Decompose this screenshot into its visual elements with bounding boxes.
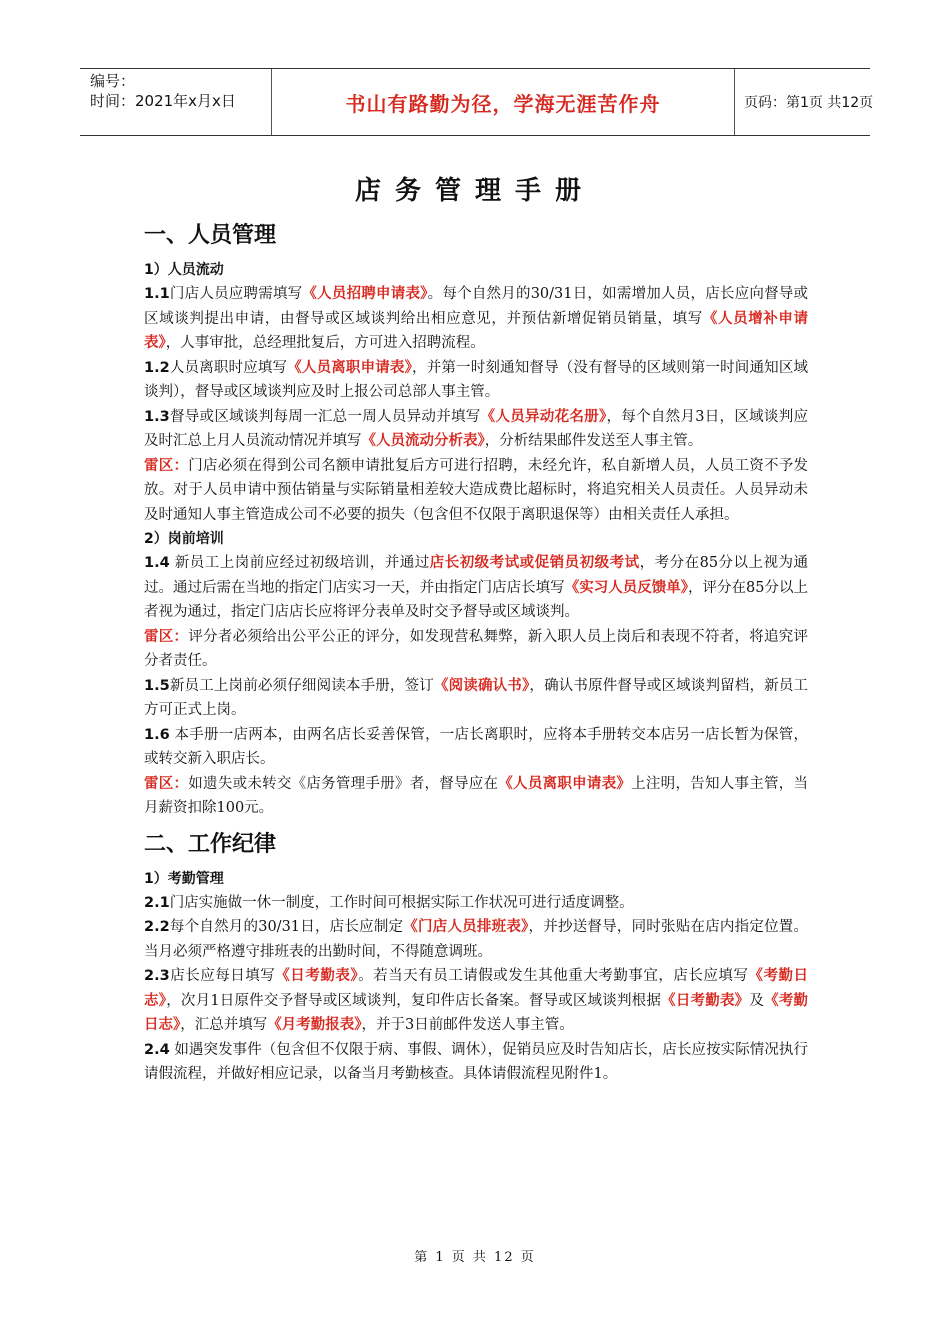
clause-number: 2.1 [144, 894, 170, 911]
body-text: ，评分在85分以上者视为通过，指定门店店长应将评分表单及时交予督导或区域谈判。 [144, 579, 809, 620]
highlight-text: 店长初级考试或促销员初级考试 [429, 555, 640, 571]
body-text: 。若当天有员工请假或发生其他重大考勤事宜，店长应填写 [358, 968, 749, 984]
body-text: ，并于3日前邮件发送人事主管。 [361, 1017, 574, 1033]
highlight-text: 《人员异动花名册》 [480, 408, 607, 425]
header-date: 时间：2021年x月x日 [90, 92, 236, 110]
page-header [80, 68, 874, 136]
highlight-text: 《日考勤表》 [275, 968, 359, 984]
header-meta [80, 69, 272, 135]
paragraph [144, 723, 808, 772]
body-text: ，并第一时刻通知督导（没有督导的区域则第一时间通知区域谈判），督导或区域谈判应及时上报公司总部人事主管。 [144, 359, 808, 400]
subsection-heading: 1）考勤管理 [144, 870, 224, 887]
highlight-text: 雷区： [144, 775, 189, 792]
body-text: 及 [749, 992, 765, 1009]
clause-number: 1.4 [144, 555, 170, 571]
paragraph [144, 891, 808, 916]
body-text: ，分析结果邮件发送至人事主管。 [484, 433, 703, 449]
highlight-text: 《人员招聘申请表》 [302, 286, 428, 302]
header-motto: 书山有路勤为径，学海无涯苦作舟 [272, 69, 735, 135]
paragraph [144, 674, 808, 723]
document-body [144, 218, 808, 1087]
body-text: 。每个自然月的30/31日，如需增加人员，店长应向督导或区域谈判提出申请，由督导或区域谈判给出相应意见，并预估新增促销员销量，填写 [144, 286, 809, 327]
body-text: ，并抄送督导，同时张贴在店内指定位置。当月必须严格遵守排班表的出勤时间，不得随意调班。 [144, 919, 809, 960]
clause-number: 1.3 [144, 408, 170, 425]
body-text: 门店必须在得到公司名额申请批复后方可进行招聘，未经允许，私自新增人员，人员工资不予发放。对于人员申请中预估销量与实际销量相差较大造成费比超标时，将追究相关人员责任。人员异动未及时通知人事主管造成公司不必要的损失（包含但不仅限于离职退保等）由相关责任人承担。 [144, 457, 809, 523]
highlight-text: 《人员流动分析表》 [361, 433, 485, 449]
body-text: ，确认书原件督导或区域谈判留档，新员工方可正式上岗。 [144, 677, 808, 718]
body-text: 如遗失或未转交《店务管理手册》者，督导应在 [188, 775, 499, 792]
page-footer: 第 1 页 共 12 页 [414, 1250, 536, 1265]
paragraph [144, 282, 808, 356]
body-text: 人员离职时应填写 [169, 359, 288, 376]
clause-number: 1.5 [144, 677, 170, 694]
paragraph [144, 356, 808, 405]
clause-number: 1.2 [144, 359, 170, 376]
highlight-text: 《考勤日志》 [144, 968, 809, 1009]
header-page-info: 页码：第1页 共12页 [744, 95, 874, 111]
body-text: 新员工上岗前应经过初级培训，并通过 [169, 555, 430, 571]
paragraph [144, 772, 808, 821]
highlight-text: 雷区： [144, 628, 189, 645]
paragraph [144, 1038, 808, 1087]
clause-number: 2.4 [144, 1041, 170, 1058]
body-text: 如遇突发事件（包含但不仅限于病、事假、调休），促销员应及时告知店长，店长应按实际情况执行请假流程，并做好相应记录，以备当月考勤核查。具体请假流程见附件1。 [144, 1041, 808, 1082]
subsection-heading: 2）岗前培训 [144, 531, 224, 547]
body-text: ，人事审批，总经理批复后，方可进入招聘流程。 [165, 335, 485, 351]
paragraph [144, 625, 808, 674]
clause-number: 1.1 [144, 286, 170, 302]
paragraph [144, 405, 808, 454]
body-text: 新员工上岗前必须仔细阅读本手册，签订 [169, 677, 434, 694]
paragraph [144, 454, 808, 528]
highlight-text: 《实习人员反馈单》 [564, 579, 689, 596]
body-text: 每个自然月的30/31日，店长应制定 [169, 919, 404, 935]
document-title: 店务管理手册 [354, 176, 595, 206]
body-text: 门店人员应聘需填写 [169, 286, 303, 302]
clause-number: 2.2 [144, 919, 170, 935]
highlight-text: 《人员增补申请表》 [144, 310, 809, 351]
body-text: 上注明，告知人事主管，当月薪资扣除100元。 [144, 775, 809, 816]
subsection-heading: 1）人员流动 [144, 262, 224, 278]
paragraph [144, 964, 808, 1038]
section-heading: 一、人员管理 [144, 223, 277, 248]
body-text: 本手册一店两本，由两名店长妥善保管，一店长离职时，应将本手册转交本店另一店长暂为保管，或转交新入职店长。 [144, 726, 808, 767]
body-text: ，考分在85分以上视为通过。通过后需在当地的指定门店实习一天，并由指定门店店长填写 [144, 555, 809, 596]
body-text: 督导或区域谈判每周一汇总一周人员异动并填写 [169, 408, 481, 425]
paragraph [144, 551, 808, 625]
header-number: 编号： [90, 72, 136, 90]
highlight-text: 《考勤日志》 [144, 992, 809, 1033]
body-text: 评分者必须给出公平公正的评分，如发现营私舞弊，新入职人员上岗后和表现不符者，将追究评分者责任。 [144, 628, 809, 669]
clause-number: 2.3 [144, 968, 170, 984]
body-text: ，每个自然月3日，区域谈判应及时汇总上月人员流动情况并填写 [144, 408, 808, 449]
body-text: 店长应每日填写 [169, 968, 276, 984]
body-text: ，汇总并填写 [180, 1017, 268, 1033]
highlight-text: 雷区： [144, 457, 189, 474]
highlight-text: 《月考勤报表》 [267, 1017, 362, 1033]
section-heading: 二、工作纪律 [144, 831, 277, 857]
paragraph [144, 915, 808, 964]
body-text: 门店实施做一休一制度，工作时间可根据实际工作状况可进行适度调整。 [169, 894, 634, 911]
clause-number: 1.6 [144, 726, 170, 743]
body-text: ，次月1日原件交予督导或区域谈判，复印件店长备案。督导或区域谈判根据 [166, 992, 662, 1009]
highlight-text: 《门店人员排班表》 [403, 919, 529, 935]
highlight-text: 《阅读确认书》 [433, 677, 530, 694]
highlight-text: 《人员离职申请表》 [498, 775, 632, 792]
highlight-text: 《日考勤表》 [661, 992, 750, 1009]
highlight-text: 《人员离职申请表》 [287, 359, 413, 376]
